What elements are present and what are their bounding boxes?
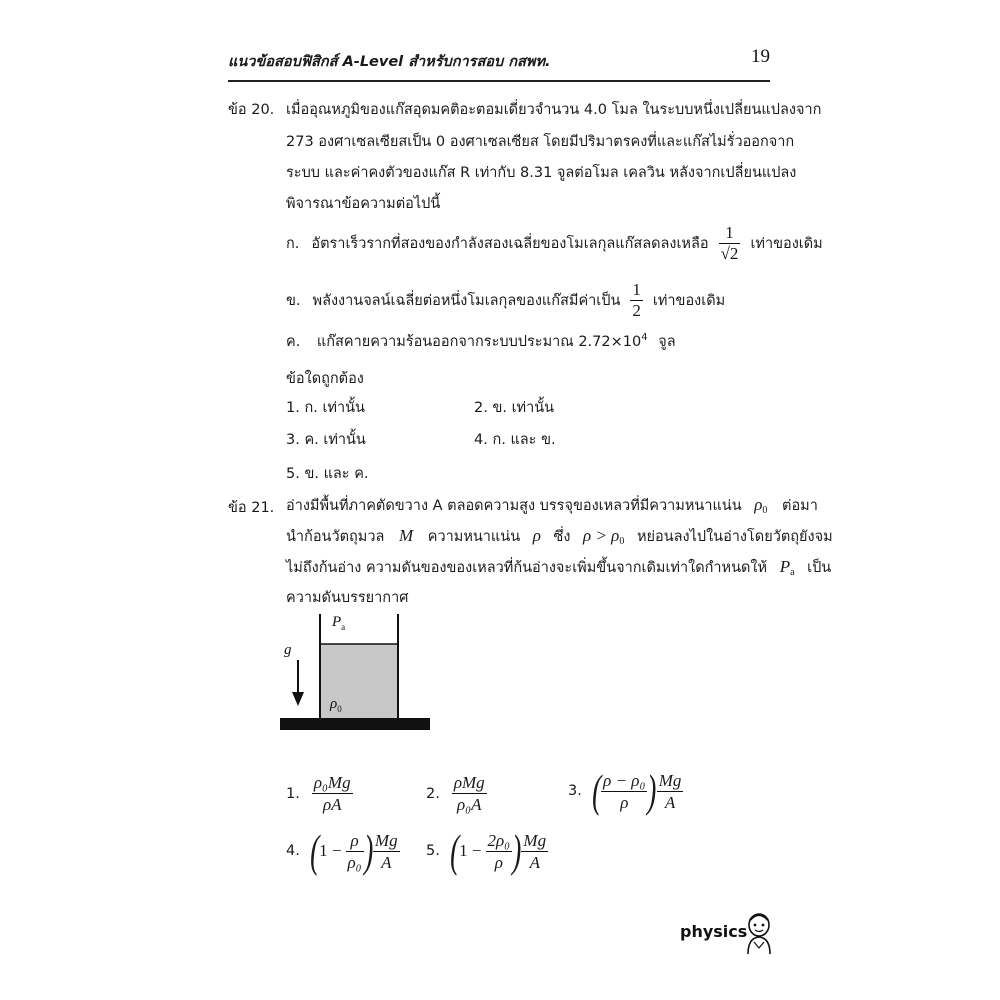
page-header — [228, 42, 770, 82]
q21-line-1 — [286, 494, 818, 517]
q21-line-2-text-d: หย่อนลงไปในอ่างโดยวัตถุยังจม — [636, 529, 833, 545]
statement-b-text: พลังงานจลน์เฉลี่ยต่อหนึ่งโมเลกุลของแก๊สมีค่าเป็น — [312, 292, 621, 309]
fraction-numerator: 1 — [719, 223, 741, 244]
q20-line-1: เมื่ออุณหภูมิของแก๊สอุดมคติอะตอมเดี่ยวจำนวน 4.0 โมล ในระบบหนึ่งเปลี่ยนแปลงจาก — [286, 102, 822, 118]
q20-choice-1: 1. ก. เท่านั้น — [286, 400, 365, 416]
statement-a-text: อัตราเร็วรากที่สองของกำลังสองเฉลี่ยของโมเลกุลแก๊สลดลงเหลือ — [311, 235, 709, 252]
gravity-label: g — [284, 642, 292, 658]
q20-statement-a — [286, 220, 823, 266]
statement-b-tail: เท่าของเดิม — [652, 292, 726, 309]
q20-line-3: ระบบ และค่าคงตัวของแก๊ส R เท่ากับ 8.31 จูลต่อโมล เคลวิน หลังจากเปลี่ยนแปลง — [286, 165, 797, 181]
q21-choice-2: 2. $\frac{\text{ρMg}}{\text{ρ₀A}}$ — [426, 773, 485, 814]
statement-a-label: ก. — [286, 235, 300, 252]
rho0-symbol: $\rho_0$ — [754, 495, 768, 516]
fraction-denominator: 2 — [632, 300, 641, 320]
statement-a-fraction — [719, 223, 741, 264]
rho-symbol: ρ — [532, 526, 541, 545]
q20-choice-5: 5. ข. และ ค. — [286, 466, 369, 482]
q21-choice-3: 3. ( $\frac{\text{ρ − ρ₀}}{\rho}$ ) $\frac{Mg}{A}$ — [568, 765, 682, 816]
q21-line-3-tail: เป็น — [807, 560, 832, 576]
q20-choice-4: 4. ก. และ ข. — [474, 432, 556, 448]
q21-line-3-text: ไม่ถึงก้นอ่าง ความดันของของเหลวที่ก้นอ่างจะเพิ่มขึ้นจากเดิมเท่าใดกำหนดให้ — [286, 560, 768, 576]
q21-line-2 — [286, 525, 833, 548]
mass-symbol: M — [399, 526, 414, 545]
q21-line-2-text-a: นำก้อนวัตถุมวล — [286, 529, 385, 545]
statement-c-exponent: 4 — [641, 332, 648, 343]
q20-choice-3: 3. ค. เท่านั้น — [286, 432, 366, 448]
q21-choice-4: 4. ( 1 − $\frac{\rho}{\text{ρ₀}}$ ) $\frac{Mg}{A}$ — [286, 825, 398, 876]
q20-line-4: พิจารณาข้อความต่อไปนี้ — [286, 196, 441, 212]
statement-c-label: ค. — [286, 334, 301, 350]
statement-a-tail: เท่าของเดิม — [750, 235, 823, 252]
q20-statement-c — [286, 330, 676, 353]
gravity-arrow-icon — [292, 692, 304, 706]
header-title: แนวข้อสอบฟิสิกส์ A-Level สำหรับการสอบ กสพท. — [228, 54, 551, 70]
q21-line-3 — [286, 556, 831, 579]
q21-choice-5: 5. ( 1 − $\frac{\text{2ρ₀}}{\rho}$ ) $\frac{Mg}{A}$ — [426, 825, 547, 876]
ground-base — [280, 718, 430, 730]
q21-line-1-text: อ่างมีพื้นที่ภาคตัดขวาง A ตลอดความสูง บรรจุของเหลวที่มีความหนาแน่น — [286, 498, 742, 514]
q20-number: ข้อ 20. — [228, 102, 275, 118]
statement-c-tail: จูล — [658, 334, 676, 350]
q21-line-2-text-c: ซึ่ง — [553, 529, 571, 545]
cartoon-character-icon — [742, 912, 776, 956]
q21-line-1-tail: ต่อมา — [782, 498, 818, 514]
statement-b-label: ข. — [286, 292, 301, 309]
q20-statement-b — [286, 278, 725, 322]
q21-line-2-text-b: ความหนาแน่น — [427, 529, 521, 545]
tank-diagram — [280, 608, 440, 736]
atmospheric-pressure-label: $P_a$ — [332, 614, 346, 632]
q20-choice-2: 2. ข. เท่านั้น — [474, 400, 555, 416]
logo-text: physics — [680, 922, 748, 941]
statement-b-fraction — [630, 280, 643, 321]
q21-number: ข้อ 21. — [228, 500, 275, 516]
statement-c-text: แก๊สคายความร้อนออกจากระบบประมาณ 2.72×10 — [316, 334, 642, 350]
liquid-density-label: $\rho_0$ — [330, 696, 342, 714]
inequality: $\rho > \rho_0$ — [583, 526, 625, 547]
fraction-denominator: √2 — [720, 243, 739, 263]
physics-logo — [680, 912, 780, 956]
q20-line-2: 273 องศาเซลเซียสเป็น 0 องศาเซลเซียส โดยมีปริมาตรคงที่และแก๊สไม่รั่วออกจาก — [286, 134, 795, 150]
page-number: 19 — [751, 46, 770, 67]
pa-symbol: $P_a$ — [779, 557, 795, 578]
fraction-numerator: 1 — [632, 279, 641, 299]
q21-choice-1: 1. $\frac{\text{ρ₀Mg}}{\rho A}$ — [286, 773, 351, 814]
q20-prompt: ข้อใดถูกต้อง — [286, 371, 364, 387]
q21-line-4: ความดันบรรยากาศ — [286, 590, 409, 606]
